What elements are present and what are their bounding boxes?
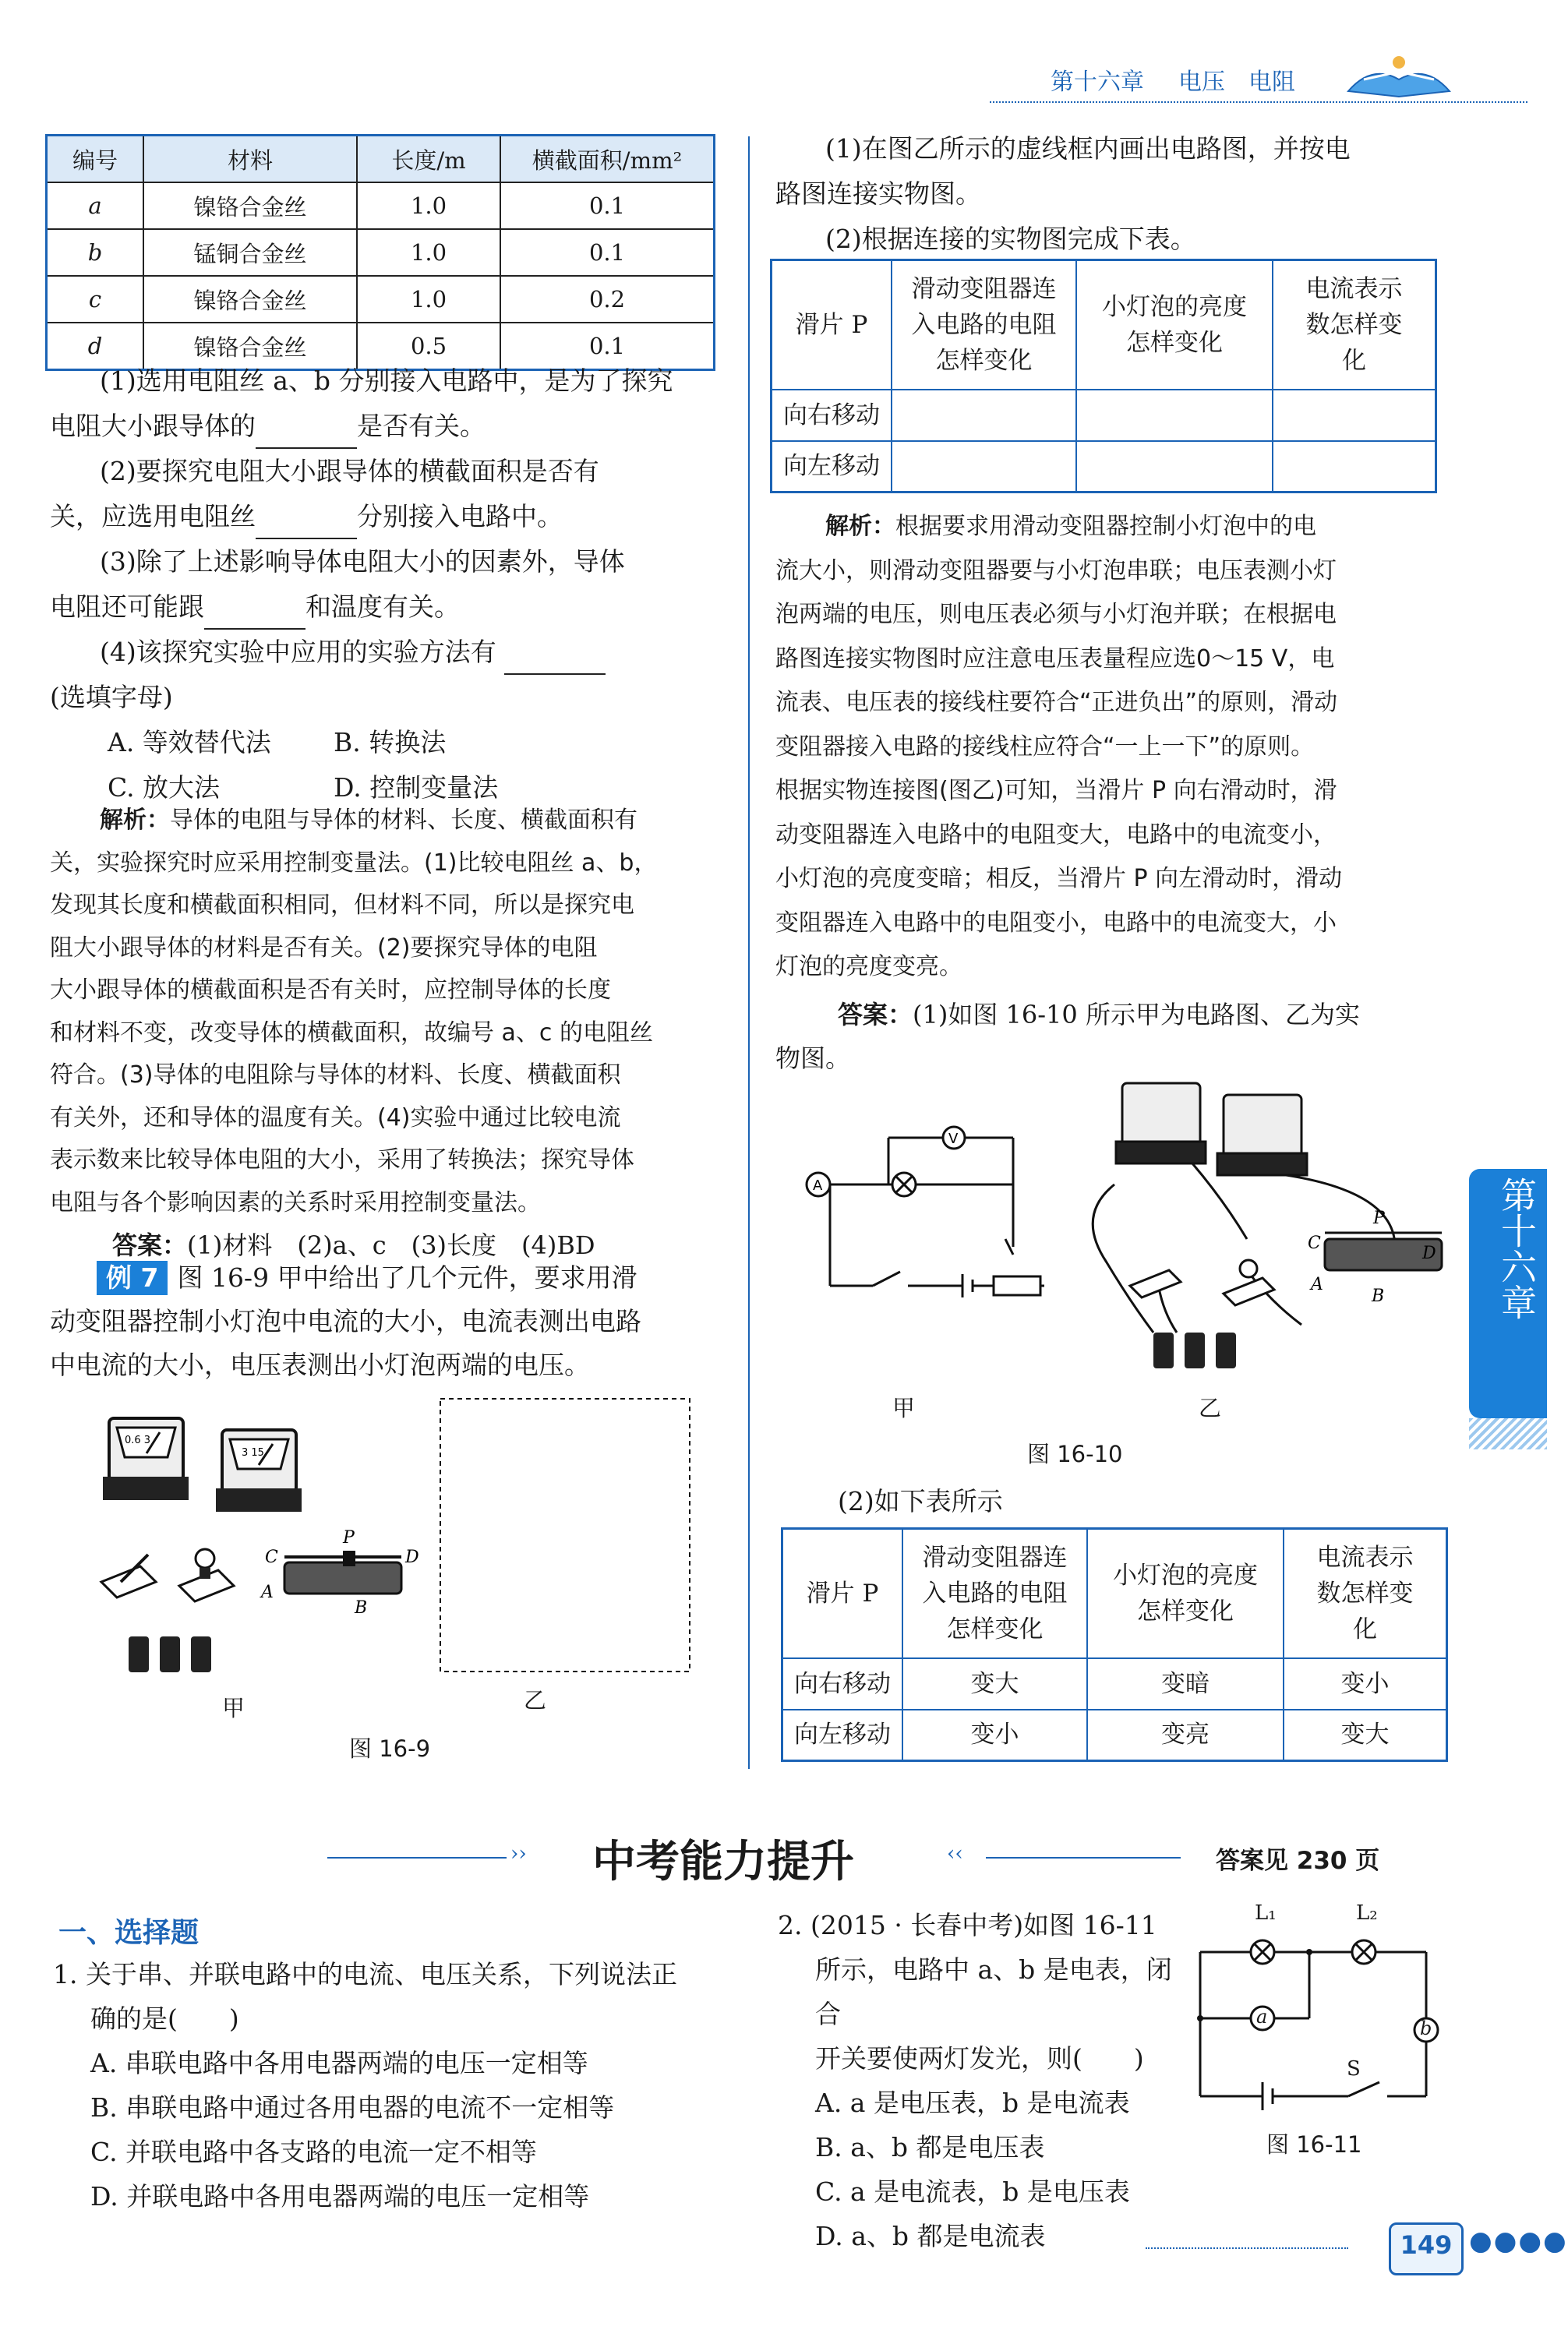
figure-16-9 xyxy=(86,1387,709,1777)
materials-table xyxy=(45,134,715,371)
label-b: b xyxy=(1420,2018,1432,2039)
svg-text:D: D xyxy=(405,1548,419,1567)
footer-rule xyxy=(1146,2247,1348,2249)
figure-caption: 图 16-10 xyxy=(1027,1441,1123,1467)
svg-text:A: A xyxy=(1311,1275,1323,1294)
figure-caption: 图 16-9 xyxy=(349,1735,431,1762)
voltmeter-icon xyxy=(216,1430,302,1512)
analysis-label: 解析： xyxy=(100,807,170,834)
option[interactable]: B. 串联电路中通过各用电器的电流不一定相等 xyxy=(90,2092,615,2123)
question-line: (1)选用电阻丝 a、b 分别接入电路中，是为了探究 xyxy=(100,365,673,396)
question-2: 2. (2015 · 长春中考)如图 16-11 所示，电路中 a、b 是电表，闭合 开关要使两灯发光，则( ) A. a 是电压表，b 是电流表 B. a、b 都是电压表 C. a 是电流表，b 是电压表 D. a、b 都是电流表 xyxy=(778,1903,1183,2258)
question-1: 1. 关于串、并联电路中的电流、电压关系，下列说法正 确的是( ) A. 串联电路中各用电器两端的电压一定相等 B. 串联电路中通过各用电器的电流不一定相等 C. 并联电路中各支路的电流一定不相等 D. 并联电路中各用电器两端的电压一定相等 xyxy=(53,1952,754,2219)
left-analysis: 解析：导体的电阻与导体的材料、长度、横截面积有 关，实验探究时应采用控制变量法。(1)比较电阻丝 a、b， 发现其长度和横截面积相同，但材料不同，所以是探究电 阻大小跟导体的材料是否有关。(2)要探究导体的电阻 大小跟导体的横截面积是否有关时，应控制导体的长度 和材料不变，改变导体的横截面积，故编号 a、c 的电阻丝 符合。(3)导体的电阻除与导体的材料、长度、横截面积 有关外，还和导体的温度有关。(4)实验中通过比较电流 表示数来比较导体电阻的大小，采用了转换法；探究导体 电阻与各个影响因素的关系时采用控制变量法。 答案：(1)材料 (2)a、c (3)长度 (4)BD xyxy=(50,807,658,1260)
option[interactable]: D. 并联电路中各用电器两端的电压一定相等 xyxy=(90,2181,590,2212)
question-line: (2)要探究电阻大小跟导体的横截面积是否有 xyxy=(100,456,599,486)
svg-text:B: B xyxy=(1372,1287,1385,1306)
answer-blank[interactable] xyxy=(504,645,606,675)
answer-cell[interactable] xyxy=(1076,390,1273,441)
svg-text:P: P xyxy=(1373,1209,1385,1228)
option[interactable]: B. a、b 都是电压表 xyxy=(815,2132,1045,2162)
table-row: c 镍铬合金丝 1.0 0.2 xyxy=(47,276,715,323)
label-s: S xyxy=(1347,2057,1361,2081)
question-line: (选填字母) xyxy=(50,682,173,712)
svg-text:P: P xyxy=(343,1528,355,1548)
table-row: 向左移动 xyxy=(772,441,1436,492)
table-row: d 镍铬合金丝 0.5 0.1 xyxy=(47,323,715,370)
table-header: 材料 xyxy=(143,136,357,183)
drawing-box xyxy=(440,1399,690,1672)
left-column-text xyxy=(50,358,720,810)
bulb-icon xyxy=(179,1549,234,1601)
table-row: b 锰铜合金丝 1.0 0.1 xyxy=(47,229,715,276)
answer-cell[interactable] xyxy=(892,390,1076,441)
options-row: A. 等效替代法 B. 转换法 xyxy=(108,727,447,757)
wiring-photo xyxy=(1093,1083,1442,1333)
table-header: 横截面积/mm² xyxy=(500,136,715,183)
table-row: 向右移动 变大 变暗 变小 xyxy=(782,1658,1447,1710)
page-header xyxy=(974,56,1547,103)
label-l1: L₁ xyxy=(1255,1901,1277,1925)
option[interactable]: A. a 是电压表，b 是电流表 xyxy=(815,2088,1130,2118)
figure-label: 乙 xyxy=(524,1687,547,1714)
book-icon xyxy=(1340,48,1457,103)
svg-text:3 15: 3 15 xyxy=(242,1447,264,1459)
answer-blank[interactable] xyxy=(256,419,357,449)
answer-cell[interactable] xyxy=(1076,441,1273,492)
column-divider xyxy=(748,136,750,1769)
answer-cell[interactable] xyxy=(1273,441,1436,492)
answer-cell[interactable] xyxy=(892,441,1076,492)
option[interactable]: C. a 是电流表，b 是电压表 xyxy=(815,2176,1130,2207)
section-banner-line-right xyxy=(986,1857,1181,1859)
rheostat-icon xyxy=(260,1528,419,1618)
fill-table: 滑片 P 滑动变阻器连入电路的电阻怎样变化 小灯泡的亮度怎样变化 电流表示数怎样变化 向右移动 向左移动 xyxy=(770,259,1437,493)
label-l2: L₂ xyxy=(1356,1901,1378,1925)
page-number: 149 xyxy=(1400,2230,1453,2260)
answer-blank[interactable] xyxy=(256,510,357,539)
figure-label: 甲 xyxy=(222,1695,245,1721)
section-title: 中考能力提升 xyxy=(592,1837,854,1887)
option[interactable]: C. 并联电路中各支路的电流一定不相等 xyxy=(90,2137,538,2167)
svg-text:0.6 3: 0.6 3 xyxy=(125,1435,151,1446)
question-line: 关，应选用电阻丝 分别接入电路中。 xyxy=(50,494,720,539)
answer-label: 答案： xyxy=(838,999,913,1029)
battery-icon xyxy=(1153,1333,1236,1368)
options-row: C. 放大法 D. 控制变量法 xyxy=(108,772,499,803)
side-tab-stripes xyxy=(1469,1418,1547,1449)
arrow-right-icon: ›› xyxy=(510,1842,527,1866)
analysis-label: 解析： xyxy=(825,513,895,540)
switch-icon xyxy=(101,1555,156,1597)
svg-text:D: D xyxy=(1422,1244,1436,1263)
figure-label: 乙 xyxy=(1199,1395,1222,1421)
header-topic1: 电压 xyxy=(1178,69,1225,96)
dots-decoration: ●●●● xyxy=(1469,2226,1568,2257)
arrow-left-icon: ‹‹ xyxy=(947,1842,963,1866)
table-row: 向右移动 xyxy=(772,390,1436,441)
right-analysis: 解析：根据要求用滑动变阻器控制小灯泡中的电 流大小，则滑动变阻器要与小灯泡串联；电压表测小灯 泡两端的电压，则电压表必须与小灯泡并联；在根据电 路图连接实物图时应注意电压表量程应选0～15 V，电 流表、电压表的接线柱要符合“正进负出”的原则，滑动 变阻器接入电路的接线柱应符合“一上一下”的原则。 根据实物连接图(图乙)可知，当滑片 P 向右滑动时，滑 动变阻器连入电路中的电阻变大，电路中的电流变小， 小灯泡的亮度变暗；相反，当滑片 P 向左滑动时，滑动 变阻器连入电路中的电阻变小，电路中的电流变大，小 灯泡的亮度变亮。 答案：(1)如图 16-10 所示甲为电路图、乙为实 物图。 xyxy=(775,513,1360,1073)
example-7: 例 7 图 16-9 甲中给出了几个元件，要求用滑 动变阻器控制小灯泡中电流的大小，电流表测出电路 中电流的大小，电压表测出小灯泡两端的电压。 xyxy=(50,1262,641,1380)
ammeter-icon xyxy=(103,1418,189,1500)
table-row: 向左移动 变小 变亮 变大 xyxy=(782,1710,1447,1761)
answer-label: 答案： xyxy=(112,1230,188,1260)
svg-text:B: B xyxy=(355,1598,368,1618)
table-header: 长度/m xyxy=(357,136,500,183)
label-a: a xyxy=(1256,2006,1268,2028)
svg-text:V: V xyxy=(948,1131,959,1147)
right-question-text: (1)在图乙所示的虚线框内画出电路图，并按电 路图连接实物图。 (2)根据连接的实物图完成下表。 xyxy=(775,133,1351,254)
header-topic2: 电阻 xyxy=(1248,69,1295,96)
table-row: a 镍铬合金丝 1.0 0.1 xyxy=(47,182,715,229)
figure-16-11 xyxy=(1185,1901,1465,2127)
option[interactable]: A. 串联电路中各用电器两端的电压一定相等 xyxy=(90,2048,588,2078)
answer-blank[interactable] xyxy=(204,600,305,630)
figure-label: 甲 xyxy=(892,1395,916,1421)
svg-text:A: A xyxy=(813,1177,823,1194)
section-banner-line-left xyxy=(327,1857,507,1859)
answer-part2: (2)如下表所示 xyxy=(838,1486,1003,1516)
answer-cell[interactable] xyxy=(1273,390,1436,441)
table-header: 编号 xyxy=(47,136,144,183)
svg-text:C: C xyxy=(1308,1234,1321,1253)
question-line: (4)该探究实验中应用的实验方法有 xyxy=(50,630,720,675)
figure-caption: 图 16-11 xyxy=(1266,2131,1362,2158)
svg-text:C: C xyxy=(265,1548,278,1567)
figure-16-10 xyxy=(787,1068,1450,1426)
question-line: 电阻还可能跟 和温度有关。 xyxy=(50,584,720,630)
svg-text:A: A xyxy=(261,1583,274,1602)
question-line: 电阻大小跟导体的 是否有关。 xyxy=(50,404,720,449)
question-line: (3)除了上述影响导体电阻大小的因素外，导体 xyxy=(100,546,625,577)
header-chapter: 第十六章 xyxy=(1051,69,1144,96)
answer-table: 滑片 P 滑动变阻器连入电路的电阻怎样变化 小灯泡的亮度怎样变化 电流表示数怎样变化 向右移动 变大 变暗 变小 向左移动 变小 变亮 变大 xyxy=(781,1527,1448,1762)
example-badge: 例 7 xyxy=(97,1261,168,1295)
chapter-side-tab-text: 第十六章 xyxy=(1496,1177,1538,1320)
option[interactable]: D. a、b 都是电流表 xyxy=(815,2221,1046,2251)
battery-icon xyxy=(129,1636,211,1672)
choice-heading: 一、选择题 xyxy=(58,1917,200,1949)
answer-reference: 答案见 230 页 xyxy=(1216,1847,1380,1875)
